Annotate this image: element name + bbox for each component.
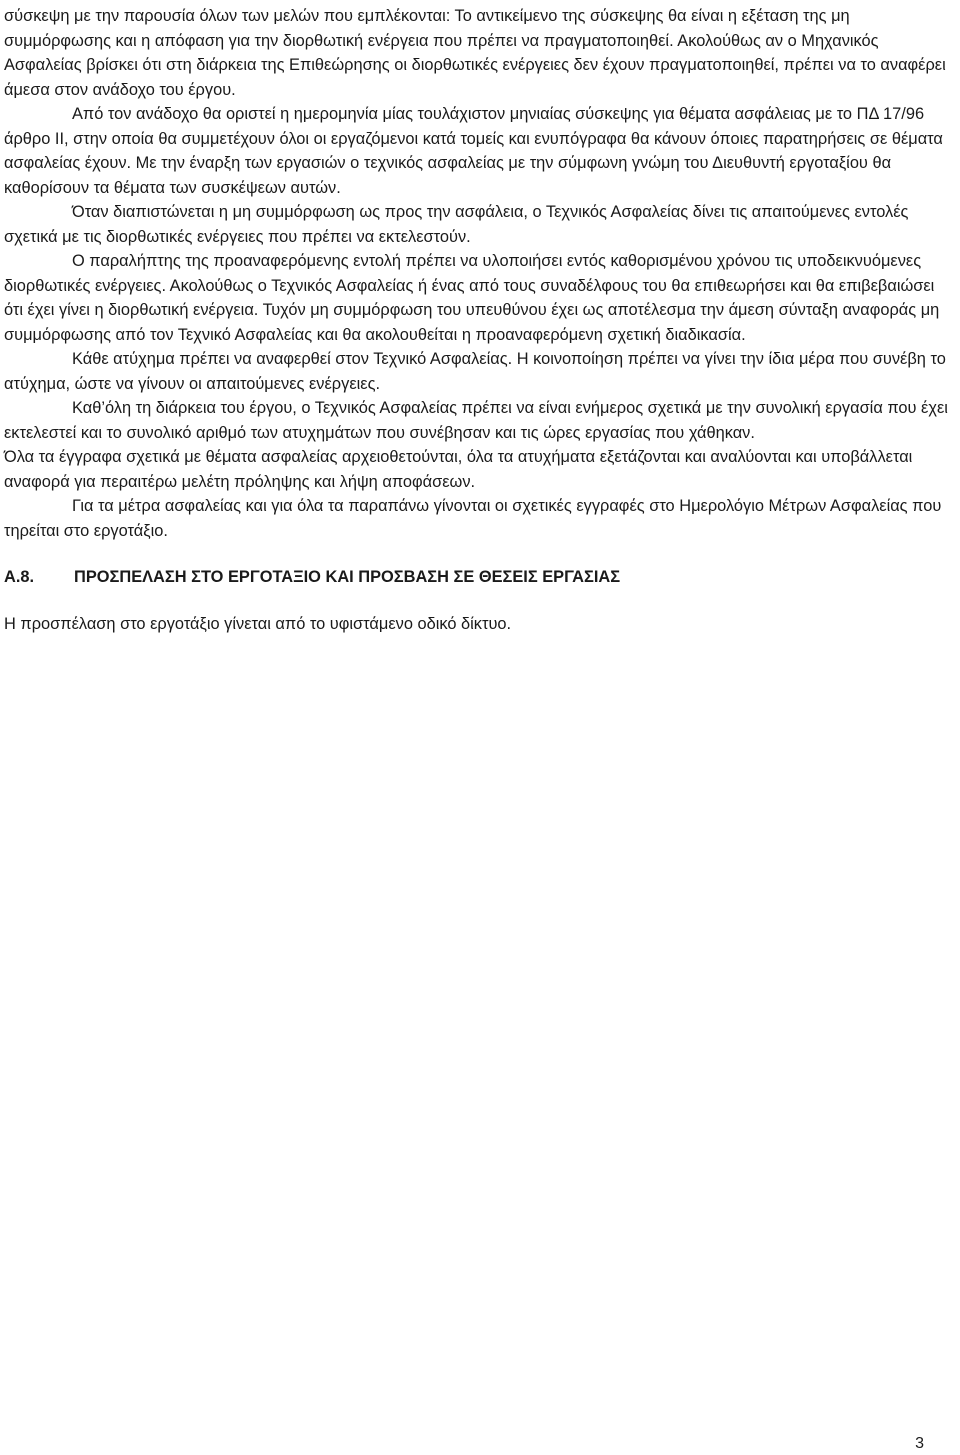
section-body: Η προσπέλαση στο εργοτάξιο γίνεται από το υφιστάμενο οδικό δίκτυο. bbox=[4, 614, 512, 633]
section-number: Α.8. bbox=[4, 568, 35, 586]
page-number: 3 bbox=[915, 1435, 924, 1452]
paragraph-accident-report: Κάθε ατύχημα πρέπει να αναφερθεί στον Τεχνικό Ασφαλείας. Η κοινοποίηση πρέπει να γίνει την ίδια μέρα που συνέβη το ατύχημα, ώστε να γίνουν οι απαιτούμενες ενέργειες. bbox=[4, 350, 946, 393]
section-title: ΠΡΟΣΠΕΛΑΣΗ ΣΤΟ ΕΡΓΟΤΑΞΙΟ ΚΑΙ ΠΡΟΣΒΑΣΗ ΣΕ ΘΕΣΕΙΣ ΕΡΓΑΣΙΑΣ bbox=[74, 568, 621, 586]
document-body bbox=[4, 4, 956, 636]
paragraph-safety-log: Για τα μέτρα ασφαλείας και για όλα τα παραπάνω γίνονται οι σχετικές εγγραφές στο Ημερολόγιο Μέτρων Ασφαλείας που τηρείται στο εργοτάξιο. bbox=[4, 497, 942, 540]
paragraph-archiving: Όλα τα έγγραφα σχετικά με θέματα ασφαλείας αρχειοθετούνται, όλα τα ατυχήματα εξετάζονται και αναλύονται και υποβάλλεται αναφορά για περαιτέρω μελέτη πρόληψης και λήψη αποφάσεων. bbox=[4, 448, 913, 491]
paragraph-safety-awareness: Καθ’όλη τη διάρκεια του έργου, ο Τεχνικός Ασφαλείας πρέπει να είναι ενήμερος σχετικά με την συνολική εργασία που έχει εκτελεστεί και το συνολικό αριθμό των ατυχημάτων που συνέβησαν και τις ώρες εργασίας που χάθηκαν. bbox=[4, 399, 948, 442]
paragraph-monthly-meeting: Από τον ανάδοχο θα οριστεί η ημερομηνία μίας τουλάχιστον μηνιαίας σύσκεψης για θέματα ασφάλειας με το ΠΔ 17/96 άρθρο ΙΙ, στην οποία θα συμμετέχουν όλοι οι εργαζόμενοι κατά τομείς και ενυπόγραφα θα κάνουν όποιες παρατηρήσεις σε θέματα ασφαλείας έχουν. Με την έναρξη των εργασιών ο τεχνικός ασφαλείας με την σύμφωνη γνώμη του Διευθυντή εργοταξίου θα καθορίσουν τα θέματα των συσκέψεων αυτών. bbox=[4, 105, 943, 197]
paragraph-non-compliance: Όταν διαπιστώνεται η μη συμμόρφωση ως προς την ασφάλεια, ο Τεχνικός Ασφαλείας δίνει τις απαιτούμενες εντολές σχετικά με τις διορθωτικές ενέργειες που πρέπει να εκτελεστούν. bbox=[4, 203, 909, 246]
section-heading bbox=[4, 565, 956, 590]
paragraph-corrective-actions: Ο παραλήπτης της προαναφερόμενης εντολή πρέπει να υλοποιήσει εντός καθορισμένου χρόνου τις υποδεικνυόμενες διορθωτικές ενέργειες. Ακολούθως ο Τεχνικός Ασφαλείας ή ένας από τους συναδέλφους του θα επιθεωρήσει και θα επιβεβαιώσει ότι έχει γίνει η διορθωτική ενέργεια. Τυχόν μη συμμόρφωση του υπευθύνου έχει ως αποτέλεσμα την άμεση σύνταξη αναφοράς μη συμμόρφωσης από τον Τεχνικό Ασφαλείας και θα ακολουθείται η προαναφερόμενη σχετική διαδικασία. bbox=[4, 252, 940, 344]
paragraph-meeting-continuation: σύσκεψη με την παρουσία όλων των μελών που εμπλέκονται: Το αντικείμενο της σύσκεψης θα είναι η εξέταση της μη συμμόρφωσης και η απόφαση για την διορθωτική ενέργεια που πρέπει να πραγματοποιηθεί. Ακολούθως αν ο Μηχανικός Ασφαλείας βρίσκει ότι στη διάρκεια της Επιθεώρησης οι διορθωτικές ενέργειες δεν έχουν πραγματοποιηθεί, πρέπει να το αναφέρει άμεσα στον ανάδοχο του έργου. bbox=[4, 7, 946, 99]
